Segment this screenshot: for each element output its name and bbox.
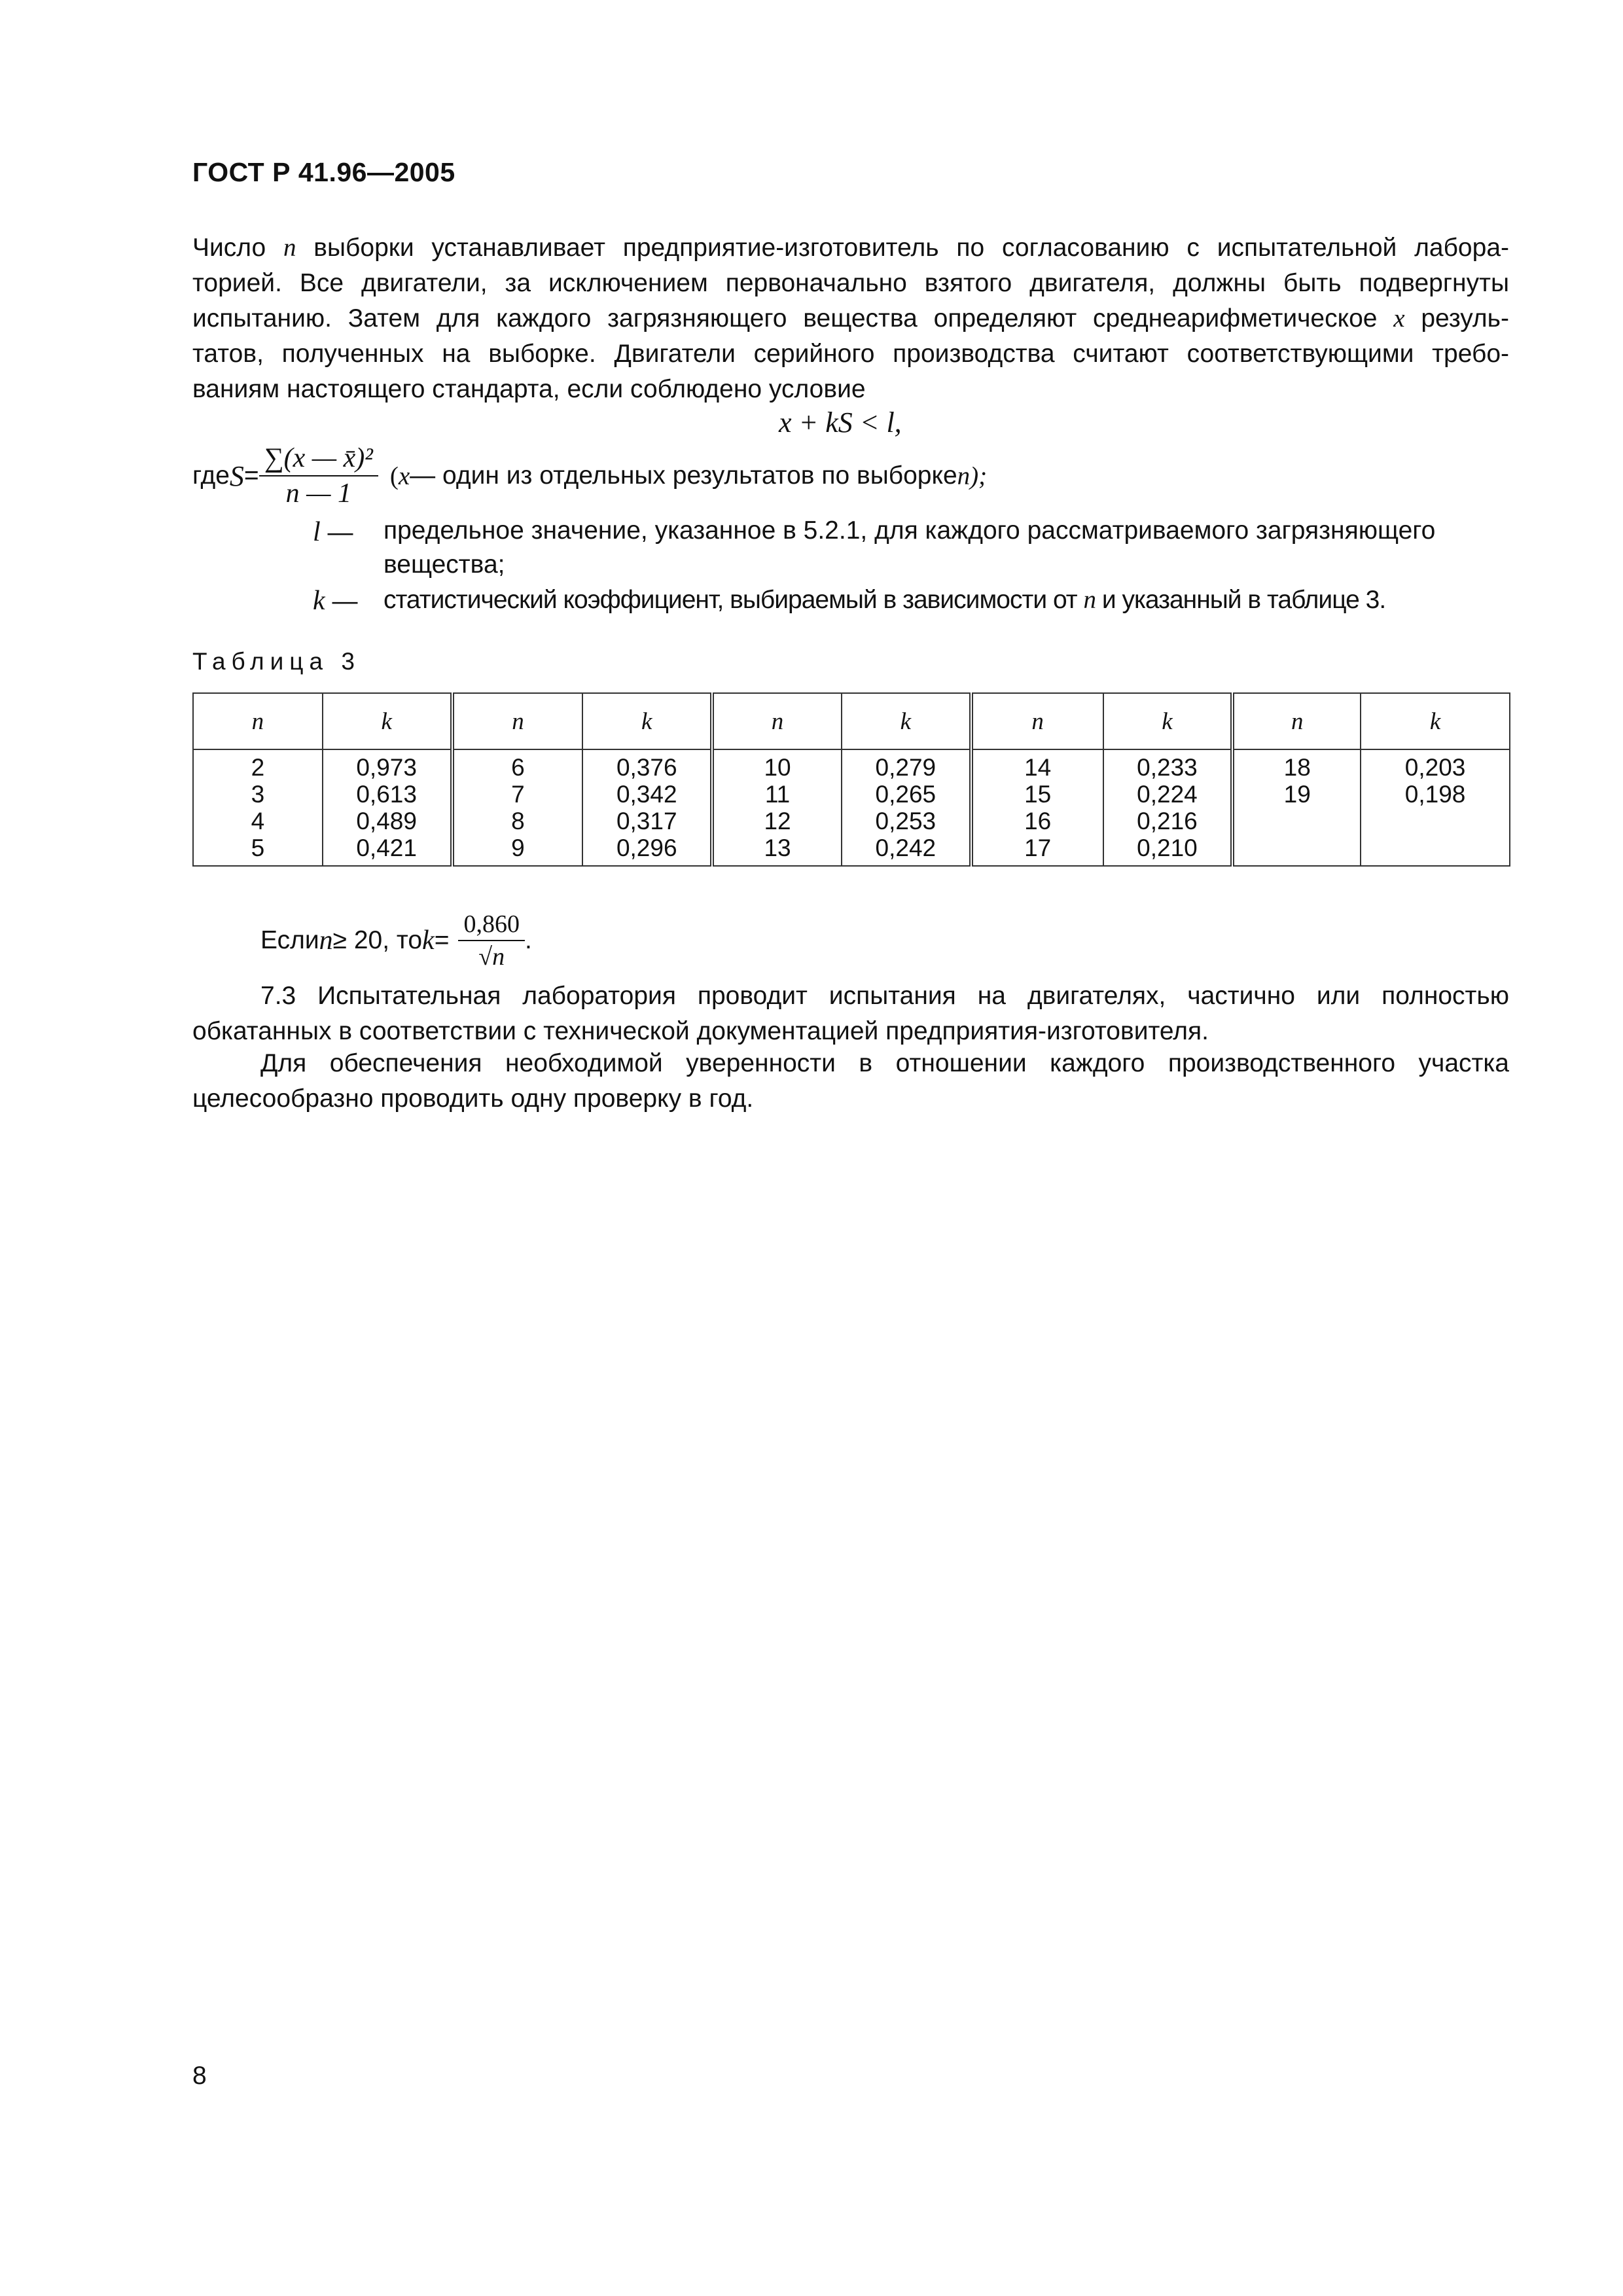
header-k: k [842,693,971,749]
note-period: . [524,926,532,954]
definition-l-symbol: l — [313,517,353,547]
symbol-S: S [229,459,244,492]
table-cell-n: 10 11 12 13 [712,749,842,866]
where-line [192,442,987,509]
S-numerator: ∑(x — x̄)² [259,442,378,476]
S-denominator: n — 1 [285,478,351,509]
k-numerator: 0,860 [458,910,525,941]
intro-line-1: Число n выборки устанавливает предприятие-изготовитель по согласованию с испытательной лабора- [192,234,1509,262]
header-n: n [452,693,583,749]
S-fraction [259,442,378,509]
table-caption: Таблица 3 [192,648,361,675]
header-n: n [193,693,323,749]
table-header-row [193,693,1510,749]
table-cell-n: 6 7 8 9 [452,749,583,866]
document-header: ГОСТ Р 41.96—2005 [192,157,455,187]
header-k: k [323,693,452,749]
symbol-x: x [398,461,410,490]
intro-paragraph [192,230,1509,407]
paren-close: ); [970,461,988,490]
definition-l-text: предельное значение, указанное в 5.2.1, для каждого рассматриваемого загрязняющего [383,516,1436,545]
definition-l-text-cont: вещества; [383,550,505,579]
closing-line-1: Для обеспечения необходимой уверенности в отношении каждого производственного участка [260,1049,1509,1077]
header-k: k [1361,693,1510,749]
table-cell-k: 0,279 0,265 0,253 0,242 [842,749,971,866]
condition-formula: x + kS < l, [779,406,902,439]
closing-line-2: целесообразно проводить одну проверку в год. [192,1085,754,1113]
definition-k-text: статистический коэффициент, выбираемый в зависимости от n и указанный в таблице 3. [383,586,1386,614]
header-n: n [971,693,1103,749]
intro-line-3: испытанию. Затем для каждого загрязняющего вещества определяют среднеарифметическое x резуль- [192,304,1509,332]
header-n: n [712,693,842,749]
table-cell-k: 0,973 0,613 0,489 0,421 [323,749,452,866]
equals-sign: = [243,461,259,490]
section-7-3-paragraph [192,978,1509,1049]
symbol-n: n [957,461,971,490]
intro-line-5: ваниям настоящего стандарта, если соблюдено условие [192,375,866,403]
table-3 [192,692,1510,867]
definition-k-symbol: k — [313,586,358,616]
intro-line-2: торией. Все двигатели, за исключением первоначально взятого двигателя, должны быть подвергнуты [192,269,1509,297]
page-number: 8 [192,2062,207,2090]
definition-l [313,516,1510,579]
k-denominator: √n [478,943,505,971]
symbol-n: n [319,925,333,956]
where-prefix: где [192,461,230,490]
table-cell-k: 0,203 0,198 [1361,749,1510,866]
note-text-b: ≥ 20, то [332,926,423,954]
header-k: k [1103,693,1233,749]
where-description: — один из отдельных результатов по выборке [410,461,957,490]
header-n: n [1232,693,1361,749]
k-fraction [458,910,525,971]
table-cell-k: 0,376 0,342 0,317 0,296 [582,749,712,866]
section-7-3-line-2: обкатанных в соответствии с технической документацией предприятия-изготовителя. [192,1017,1209,1045]
header-k: k [582,693,712,749]
note-text-a: Если [260,926,319,954]
definition-k [313,585,1510,617]
paren-open: ( [389,461,399,490]
intro-line-4: татов, полученных на выборке. Двигатели серийного производства считают соответствующими требо- [192,340,1509,368]
table-cell-n: 18 19 [1232,749,1361,866]
table-cell-n: 2 3 4 5 [193,749,323,866]
closing-paragraph [192,1046,1509,1117]
large-n-note [260,910,532,971]
table-cell-n: 14 15 16 17 [971,749,1103,866]
note-equals: = [434,926,450,954]
symbol-k: k [422,925,435,956]
section-7-3-line-1: 7.3 Испытательная лаборатория проводит испытания на двигателях, частично или полностью [260,982,1509,1010]
table-cell-k: 0,233 0,224 0,216 0,210 [1103,749,1233,866]
table-body-row [193,749,1510,866]
